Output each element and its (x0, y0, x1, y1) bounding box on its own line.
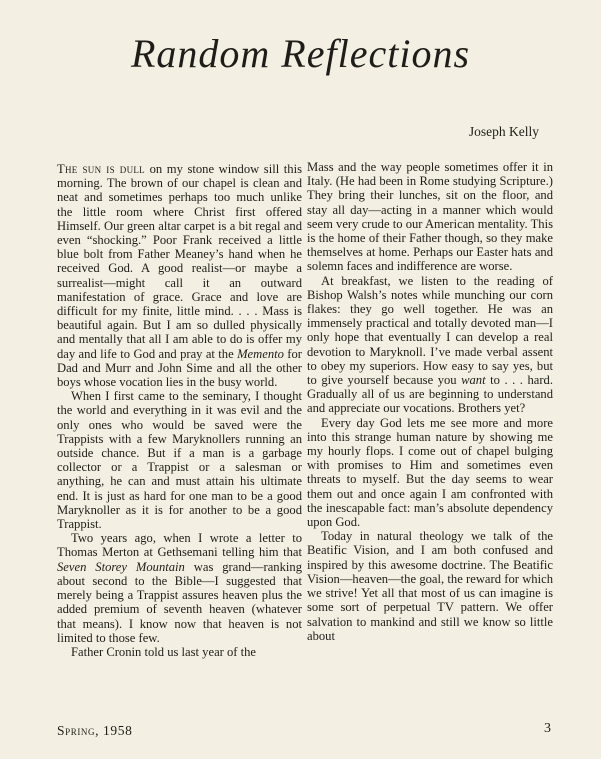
lead-in: The sun is dull (57, 162, 145, 176)
paragraph (307, 274, 553, 416)
text-run: At breakfast, we listen to the reading of Bishop Walsh’s notes while munching our corn flakes: they go well together. He was an immensely practical and totally devoted man—I only hope that eventually I can develop a real devotion to Maryknoll. I’ve made verbal assent to obey my superiors. How easy to say yes, but to give yourself because you (307, 273, 553, 388)
paragraph: Mass and the way people sometimes offer it in Italy. (He had been in Rome studying Scripture.) They bring their lunches, sit on the floor, and stay all day—acting in a manner which would seem very crude to our American mentality. This is the home of their Father though, so they make themselves at home. Perhaps our Easter hats and solemn faces and indifference are worse. (307, 160, 553, 274)
paragraph: Every day God lets me see more and more into this strange human nature by showing me my hourly flops. I come out of chapel bulging with promises to Him and sometimes even threats to myself. But the day seems to wear them out and once again I am confronted with the inescapable fact: man’s absolute dependency upon God. (307, 415, 553, 530)
book-title: Seven Storey Mountain (57, 559, 185, 574)
issue-date: Spring, 1958 (57, 723, 133, 738)
italic-run: Memento (237, 346, 284, 361)
text-run: Two years ago, when I wrote a letter to Thomas Merton at Gethsemani telling him that (57, 531, 302, 560)
italic-run: want (461, 373, 486, 388)
article-title: Random Reflections (130, 31, 471, 76)
paragraph: Father Cronin told us last year of the (71, 644, 257, 659)
paragraph: When I first came to the seminary, I thought the world and everything in it was evil and the only ones who would be saved were the Trappists with a few Maryknollers running an outside chance. But if a man is a garbage collector or a Trappist or a salesman or anything, he can and must attain his ultimate end. It is just as hard for one man to be a good Maryknoller as it is for another to be a good Trappist. (57, 389, 302, 532)
paragraph (57, 162, 302, 389)
paragraph: Today in natural theology we talk of the Beatific Vision, and I am both confused and inspired by this awesome doctrine. The Beatific Vision—heaven—the goal, the reward for which we strive! Yet all that most of us can imagine is some sort of perpetual TV pattern. We offer salvation to mankind and still we know so little about (307, 529, 553, 643)
text-run: for Dad and Murr and John Sime and all the other boys whose vocation lies in the busy world. (57, 346, 302, 390)
author-byline: Joseph Kelly (468, 124, 539, 139)
text-run: was grand—ranking about second to the Bible—I suggested that merely being a Trappist assures heaven plus the added premium of seventh heaven (whatever that means). I know now that heaven is not limited to those few. (57, 559, 302, 645)
text-run: to . . . hard. Gradually all of us are beginning to understand and appreciate our vocations. Brothers yet? (307, 373, 553, 416)
paragraph (57, 531, 302, 645)
page-number: 3 (544, 721, 551, 736)
text-run: on my stone window sill this morning. The brown of our chapel is clean and neat and sometimes perhaps too much unlike the little room where Christ first offered Himself. Our green altar carpet is a bit regal and even “shocking.” Poor Frank received a little blue bolt from Father Meaney’s hand when he received God. A good realist—or maybe a surrealist—might call it an outward manifestation of grace. Grace and love are difficult for my finite, little mind. . . . Mass is beautiful again. But I am so dulled physically and mentally that all I am able to do is offer my day and life to God and pray at the (57, 162, 302, 361)
left-column (57, 162, 302, 659)
right-column (307, 160, 553, 643)
